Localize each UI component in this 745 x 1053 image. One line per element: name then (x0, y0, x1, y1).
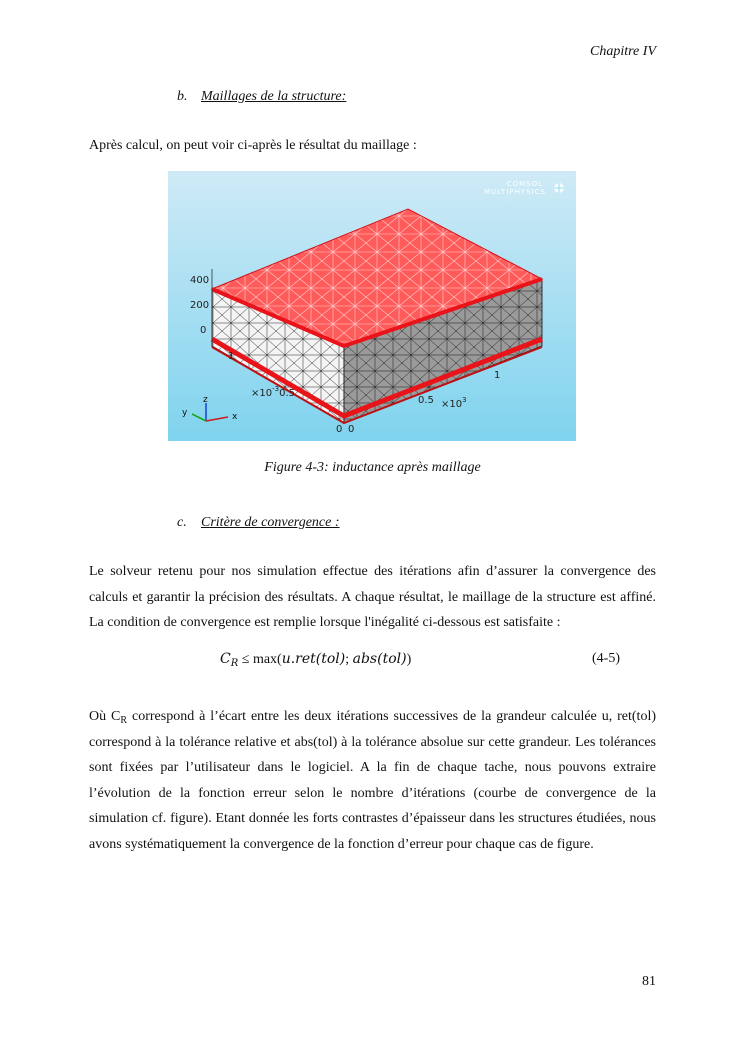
origin-label-right: 0 (348, 424, 355, 435)
para2-sub: R (120, 715, 128, 726)
eq-lhs: C (220, 651, 231, 667)
equation-4-5 (220, 651, 411, 668)
triad-y-label: y (182, 408, 188, 418)
eq-arg2: abs(tol) (352, 651, 407, 667)
left-axis-multiplier: $\times 10^{-3}0.5$ (251, 385, 295, 399)
section-b-title: Maillages de la structure: (201, 89, 347, 104)
mesh-figure (168, 171, 576, 441)
chapter-header: Chapitre IV (590, 44, 656, 59)
triad-x-label: x (232, 412, 238, 422)
right-axis-tick-1: 1 (494, 370, 501, 381)
z-tick-0: 0 (200, 325, 207, 336)
section-c-heading (177, 515, 340, 531)
eq-arg1: u.ret(tol) (281, 651, 346, 667)
figure-caption: Figure 4-3: inductance après maillage (264, 460, 481, 475)
right-axis-multiplier: $\times 10^3$ (441, 396, 467, 410)
logo-line-1: COMSOL (506, 180, 543, 188)
para2-rest: correspond à l’écart entre les deux itérations successives de la grandeur calculée u, ret(tol) correspond à la tolérance relative et abs(tol) à la tolérance absolue sur cette grandeur. Les tolérances sont fixées par l’utilisateur dans le logiciel. A la fin de chaque tache, nous pouvons extraire l’évolution de la fonction erreur selon le nombre d’itérations (courbe de convergence de la simulation cf. figure). Etant donnée les forts contrastes d’épaisseur dans les structures étudiées, nous avons systématiquement la convergence de la fonction d’erreur pour chaque cas de figure. (89, 709, 656, 852)
origin-label-left: 0 (336, 424, 343, 435)
section-c-letter: c. (177, 515, 187, 530)
z-tick-400: 400 (190, 275, 210, 286)
convergence-paragraph: Le solveur retenu pour nos simulation effectue des itérations afin d’assurer la convergence des calculs et garantir la précision des résultats. A chaque résultat, le maillage de la structure est affiné. La condition de convergence est remplie lorsque l'inégalité ci-dessous est satisfaite : (89, 564, 656, 631)
para2-start: Où C (89, 709, 121, 724)
triad-z-label: z (203, 395, 208, 405)
intro-paragraph: Après calcul, on peut voir ci-après le résultat du maillage : (89, 138, 417, 153)
page-number: 81 (642, 974, 656, 989)
eq-sep: ; (345, 652, 353, 667)
eq-lhs-sub: R (230, 658, 239, 669)
explanation-paragraph (89, 704, 656, 858)
z-tick-200: 200 (190, 300, 210, 311)
left-axis-tick-1: 1 (228, 351, 235, 362)
equation-number: (4-5) (592, 651, 620, 666)
section-c-title: Critère de convergence : (201, 515, 340, 530)
eq-func: max( (252, 652, 282, 667)
right-axis-tick-half: 0.5 (418, 395, 434, 406)
eq-close: ) (406, 652, 412, 667)
section-b-letter: b. (177, 89, 188, 104)
eq-operator: ≤ (238, 652, 253, 667)
mesh-render (168, 171, 576, 441)
logo-line-2: MULTIPHYSICS (483, 188, 546, 196)
section-b-heading (177, 89, 346, 105)
